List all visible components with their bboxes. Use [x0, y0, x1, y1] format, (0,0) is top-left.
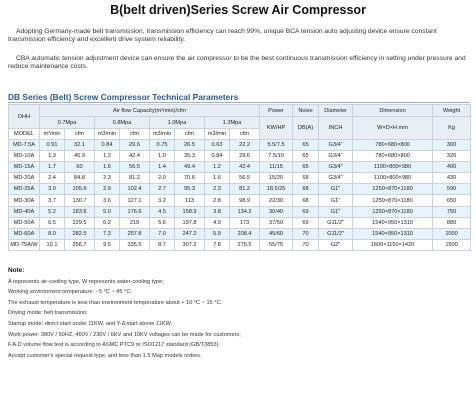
table-row — [9, 173, 471, 184]
value-cell: 6.5 — [40, 217, 65, 228]
value-cell: 1.2 — [205, 162, 230, 173]
noise-cell: 68 — [293, 184, 319, 195]
note-line: F.A.D volume flow test is according to ASMC PTC9 or ISO1217 standard (GB/T3853). — [8, 342, 221, 349]
value-cell: 5.0 — [95, 206, 120, 217]
table-header-row — [9, 117, 471, 129]
value-cell: 1.6 — [205, 173, 230, 184]
power-cell: 15/20 — [260, 173, 293, 184]
value-cell: 282.5 — [65, 228, 95, 239]
power-cell: 7.5/10 — [260, 151, 293, 162]
dimension-cell: 1250×870×1180 — [353, 195, 433, 206]
value-cell: 6.2 — [95, 217, 120, 228]
power-cell: 18.5/25 — [260, 184, 293, 195]
notes-title: Note: — [8, 267, 25, 274]
value-cell: 134.2 — [230, 206, 260, 217]
weight-cell: 1000 — [433, 228, 471, 239]
header-unit: INCH — [319, 117, 353, 140]
power-cell: 55/75 — [260, 239, 293, 250]
header-unit: KW/HP — [260, 117, 293, 140]
header-diameter: Diameter — [319, 105, 353, 117]
note-line: Accept customer's special request type, and less than 1.5 Map models orders. — [8, 352, 202, 359]
value-cell: 127.1 — [120, 195, 150, 206]
weight-cell: 300 — [433, 140, 471, 151]
header-unit: m3/min — [150, 129, 175, 140]
weight-cell: 1500 — [433, 239, 471, 250]
dimension-cell: 1540×950×1310 — [353, 217, 433, 228]
noise-cell: 65 — [293, 162, 319, 173]
weight-cell: 320 — [433, 151, 471, 162]
value-cell: 60 — [65, 162, 95, 173]
value-cell: 5.2 — [40, 206, 65, 217]
power-cell: 37/50 — [260, 217, 293, 228]
header-noise: Noise — [293, 105, 319, 117]
diameter-cell: G11/2" — [319, 217, 353, 228]
value-cell: 2.3 — [95, 173, 120, 184]
value-cell: 197.8 — [175, 217, 205, 228]
table-row — [9, 239, 471, 250]
weight-cell: 400 — [433, 162, 471, 173]
value-cell: 3.7 — [40, 195, 65, 206]
note-line: A represents air-cooling type, W represents water-cooling type; — [8, 278, 164, 285]
dimension-cell: 1250×870×1180 — [353, 206, 433, 217]
weight-cell: 880 — [433, 217, 471, 228]
dimension-cell: 1100×800×980 — [353, 173, 433, 184]
noise-cell: 69 — [293, 206, 319, 217]
value-cell: 7.8 — [205, 239, 230, 250]
power-cell: 5.5/7.5 — [260, 140, 293, 151]
value-cell: 29.6 — [120, 140, 150, 151]
value-cell: 42.4 — [120, 151, 150, 162]
note-line: Work power: 380V / 50HZ, 460V / 230V / 6KV and 10KV voltages can be made for customers; — [8, 331, 241, 338]
value-cell: 10.1 — [40, 239, 65, 250]
value-cell: 307.2 — [175, 239, 205, 250]
value-cell: 4.5 — [150, 206, 175, 217]
diameter-cell: G3/4" — [319, 140, 353, 151]
value-cell: 158.9 — [175, 206, 205, 217]
header-unit: m³/min — [40, 129, 65, 140]
value-cell: 173 — [230, 217, 260, 228]
header-unit: W×D×H mm — [353, 117, 433, 140]
value-cell: 26.5 — [175, 140, 205, 151]
model-cell: MD-30A — [9, 195, 40, 206]
header-unit: cfm — [175, 129, 205, 140]
noise-cell: 70 — [293, 228, 319, 239]
power-cell: 30/40 — [260, 206, 293, 217]
value-cell: 1.2 — [95, 151, 120, 162]
table-row — [9, 184, 471, 195]
model-cell: MD-20A — [9, 173, 40, 184]
value-cell: 1.7 — [40, 162, 65, 173]
header-unit: DB(A) — [293, 117, 319, 140]
value-cell: 2.0 — [150, 173, 175, 184]
value-cell: 113 — [175, 195, 205, 206]
value-cell: 208.4 — [230, 228, 260, 239]
noise-cell: 68 — [293, 195, 319, 206]
diameter-cell: G3/4" — [319, 151, 353, 162]
table-row — [9, 151, 471, 162]
note-line: Startup mode: direct start under 11KW, and Y-Δ start above 11KW; — [8, 320, 173, 327]
diameter-cell: G11/2" — [319, 228, 353, 239]
header-unit: cfm — [65, 129, 95, 140]
header-pressure: 1.3Mpa — [205, 117, 260, 129]
value-cell: 1.3 — [40, 151, 65, 162]
header-pressure: 0.7Mpa — [40, 117, 95, 129]
value-cell: 130.7 — [65, 195, 95, 206]
table-row — [9, 206, 471, 217]
table-row — [9, 228, 471, 239]
value-cell: 8.7 — [150, 239, 175, 250]
section-divider — [8, 102, 470, 103]
header-airflow: Air flow Capacity(m³/min)/cfm — [40, 105, 260, 117]
intro-paragraph-2: CBA automatic tension adjustment device can ensure the air compressor to be the best continuous transmission efficiency in setting under pressure and reduce maintenance costs. — [8, 55, 466, 71]
value-cell: 102.4 — [120, 184, 150, 195]
table-row — [9, 140, 471, 151]
value-cell: 2.4 — [40, 173, 65, 184]
value-cell: 84.8 — [65, 173, 95, 184]
technical-parameters-table — [8, 104, 471, 251]
model-cell: MD-15A — [9, 162, 40, 173]
value-cell: 42.4 — [230, 162, 260, 173]
note-line: Driving mode: belt transmission; — [8, 310, 88, 317]
value-cell: 7.3 — [95, 228, 120, 239]
value-cell: 356.7 — [65, 239, 95, 250]
table-row — [9, 162, 471, 173]
weight-cell: 430 — [433, 173, 471, 184]
header-unit: cfm — [120, 129, 150, 140]
value-cell: 29.6 — [230, 151, 260, 162]
noise-cell: 70 — [293, 239, 319, 250]
model-cell: MD-7.5A — [9, 140, 40, 151]
value-cell: 22.2 — [230, 140, 260, 151]
value-cell: 32.1 — [65, 140, 95, 151]
value-cell: 4.9 — [205, 217, 230, 228]
dimension-cell: 1600×1150×1420 — [353, 239, 433, 250]
noise-cell: 65 — [293, 151, 319, 162]
header-dhh: DHH — [9, 105, 40, 129]
model-cell: MD-25A — [9, 184, 40, 195]
header-dimension: Dimension — [353, 105, 433, 117]
value-cell: 45.9 — [65, 151, 95, 162]
diameter-cell: G1" — [319, 195, 353, 206]
value-cell: 0.84 — [95, 140, 120, 151]
value-cell: 2.3 — [205, 184, 230, 195]
value-cell: 81.2 — [230, 184, 260, 195]
dimension-cell: 780×680×800 — [353, 151, 433, 162]
table-row — [9, 217, 471, 228]
noise-cell: 65 — [293, 140, 319, 151]
value-cell: 3.0 — [40, 184, 65, 195]
value-cell: 0.63 — [205, 140, 230, 151]
value-cell: 9.5 — [95, 239, 120, 250]
dimension-cell: 1250×870×1180 — [353, 184, 433, 195]
diameter-cell: G3/4" — [319, 162, 353, 173]
dimension-cell: 1100×800×980 — [353, 162, 433, 173]
value-cell: 0.75 — [150, 140, 175, 151]
value-cell: 1.0 — [150, 151, 175, 162]
model-cell: MD-50A — [9, 217, 40, 228]
header-pressure: 1.0Mpa — [150, 117, 205, 129]
note-line: The exhaust temperature is less than environment temperature about + 10 °C ~ 15 °C. — [8, 299, 223, 306]
model-cell: MD-60A — [9, 228, 40, 239]
value-cell: 335.5 — [120, 239, 150, 250]
header-unit: m3/min — [95, 129, 120, 140]
table-row — [9, 195, 471, 206]
model-cell: MD-40A — [9, 206, 40, 217]
diameter-cell: G2" — [319, 239, 353, 250]
value-cell: 81.2 — [120, 173, 150, 184]
value-cell: 0.84 — [205, 151, 230, 162]
value-cell: 8.0 — [40, 228, 65, 239]
header-unit: m3/min — [205, 129, 230, 140]
value-cell: 2.7 — [150, 184, 175, 195]
note-line: Working environment temperature: - 5 °C ~ 45 °C; — [8, 289, 132, 296]
value-cell: 275.5 — [230, 239, 260, 250]
noise-cell: 69 — [293, 217, 319, 228]
value-cell: 7.0 — [150, 228, 175, 239]
value-cell: 219 — [120, 217, 150, 228]
value-cell: 56.5 — [230, 173, 260, 184]
dimension-cell: 780×680×800 — [353, 140, 433, 151]
value-cell: 98.9 — [230, 195, 260, 206]
value-cell: 56.5 — [120, 162, 150, 173]
value-cell: 105.9 — [65, 184, 95, 195]
value-cell: 95.3 — [175, 184, 205, 195]
value-cell: 1.4 — [150, 162, 175, 173]
header-model: MODEL — [9, 129, 40, 140]
header-unit: cfm — [230, 129, 260, 140]
value-cell: 2.8 — [205, 195, 230, 206]
section-title: DB Series (Belt) Screw Compressor Technical Parameters — [8, 92, 239, 102]
dimension-cell: 1540×950×1310 — [353, 228, 433, 239]
weight-cell: 590 — [433, 184, 471, 195]
value-cell: 247.2 — [175, 228, 205, 239]
value-cell: 35.3 — [175, 151, 205, 162]
notes — [8, 266, 470, 361]
value-cell: 3.2 — [150, 195, 175, 206]
value-cell: 0.91 — [40, 140, 65, 151]
value-cell: 2.9 — [95, 184, 120, 195]
value-cell: 183.6 — [65, 206, 95, 217]
notes-list — [8, 277, 470, 362]
power-cell: 11/15 — [260, 162, 293, 173]
diameter-cell: G1" — [319, 206, 353, 217]
value-cell: 70.6 — [175, 173, 205, 184]
noise-cell: 68 — [293, 173, 319, 184]
power-cell: 45/60 — [260, 228, 293, 239]
model-cell: MD-75A/W — [9, 239, 40, 250]
value-cell: 49.4 — [175, 162, 205, 173]
intro-paragraph-1: Adopting Germany-made belt transmission, transmission efficiency can reach 99%, unique BCA tension auto adjusting device ensure constant transmission efficiency and excellent drive system reliability. — [8, 28, 437, 44]
value-cell: 5.9 — [205, 228, 230, 239]
value-cell: 176.6 — [120, 206, 150, 217]
value-cell: 3.8 — [205, 206, 230, 217]
table-header-row — [9, 105, 471, 117]
weight-cell: 750 — [433, 206, 471, 217]
diameter-cell: G1" — [319, 184, 353, 195]
value-cell: 1.6 — [95, 162, 120, 173]
header-pressure: 0.8Mpa — [95, 117, 150, 129]
header-weight: Weight — [433, 105, 471, 117]
value-cell: 3.6 — [95, 195, 120, 206]
header-power: Power — [260, 105, 293, 117]
power-cell: 22/30 — [260, 195, 293, 206]
page-title: B(belt driven)Series Screw Air Compressor — [110, 3, 366, 17]
value-cell: 229.5 — [65, 217, 95, 228]
diameter-cell: G3/4" — [319, 173, 353, 184]
header-unit: Kg — [433, 117, 471, 140]
value-cell: 257.8 — [120, 228, 150, 239]
weight-cell: 650 — [433, 195, 471, 206]
table-body — [9, 140, 471, 251]
value-cell: 5.6 — [150, 217, 175, 228]
model-cell: MD-10A — [9, 151, 40, 162]
